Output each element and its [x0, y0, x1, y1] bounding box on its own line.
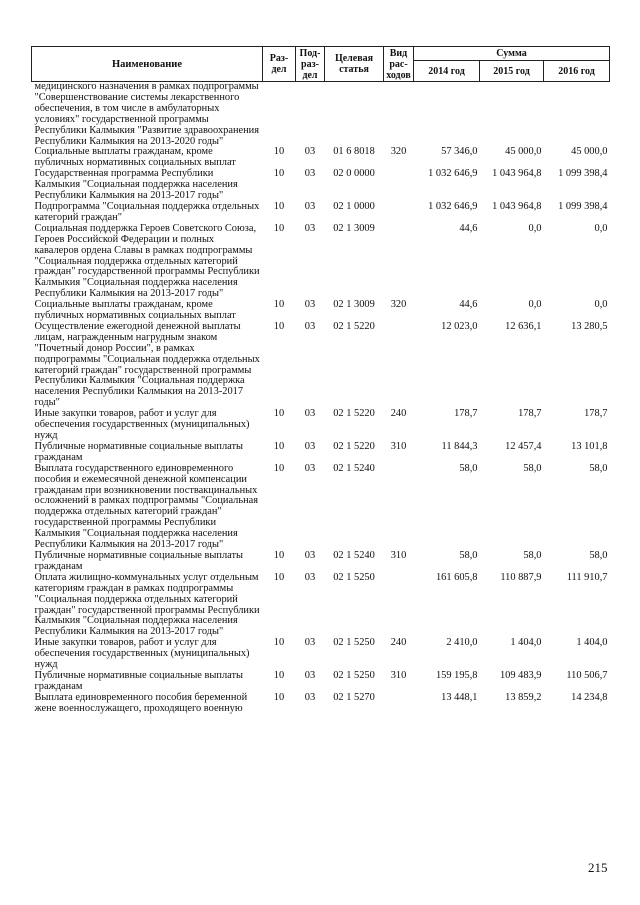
cell-tselevaya-statya: 02 1 3009: [333, 299, 375, 311]
cell-2016: 14 234,8: [571, 691, 608, 703]
cell-2015: 58,0: [523, 549, 542, 561]
cell-podrazdel: 03: [304, 637, 316, 649]
cell-podrazdel: 03: [304, 462, 316, 474]
cell-vid-rashodov: [384, 464, 414, 551]
cell-podrazdel: 03: [304, 320, 316, 332]
cell-vid-rashodov: 310: [390, 669, 407, 681]
cell-podrazdel: [296, 82, 325, 148]
cell-name: Публичные нормативные социальные выплаты гражданам: [34, 549, 244, 572]
cell-razdel: 10: [273, 146, 285, 158]
cell-2014: 159 195,8: [435, 669, 478, 681]
cell-vid-rashodov: [384, 82, 414, 148]
cell-2015: 110 887,9: [500, 571, 542, 583]
cell-podrazdel: 03: [304, 669, 316, 681]
cell-2014: 44,6: [459, 222, 478, 234]
cell-razdel: 10: [273, 200, 285, 212]
cell-vid-rashodov: [384, 573, 414, 638]
table-row: [32, 322, 610, 409]
cell-razdel: 10: [273, 637, 285, 649]
cell-tselevaya-statya: [325, 82, 384, 148]
cell-2016: 13 101,8: [571, 440, 608, 452]
cell-name: Государственная программа Республики Калмыкия "Социальная поддержка населения Республики Калмыкия на 2013-2017 годы": [34, 168, 238, 202]
cell-2014: 13 448,1: [441, 691, 478, 703]
cell-name: Осуществление ежегодной денежной выплаты лицам, награжденным нагрудным знаком "Почетный донор России", в рамках подпрограммы "Социальная поддержка отдельных категорий граждан" государственной программы Республики Калмыкия "Социальная поддержка населения Республики Калмыкия на 2013-2017 годы": [34, 320, 260, 409]
cell-2014: 58,0: [459, 462, 478, 474]
cell-2014: 1 032 646,9: [428, 200, 478, 212]
cell-razdel: 10: [273, 571, 285, 583]
table-row: [32, 442, 610, 464]
cell-vid-rashodov: [384, 224, 414, 300]
cell-2014: 58,0: [459, 549, 478, 561]
header-tselevaya-statya: Целевая статья: [325, 47, 384, 82]
cell-2015: 0,0: [528, 222, 542, 234]
header-summa: Сумма: [414, 47, 610, 61]
cell-podrazdel: 03: [304, 299, 316, 311]
cell-2016: 1 404,0: [576, 637, 608, 649]
cell-tselevaya-statya: 02 1 5270: [333, 691, 375, 703]
cell-name: Выплата единовременного пособия беременной жене военнослужащего, проходящего военную: [34, 691, 248, 714]
cell-vid-rashodov: 240: [390, 637, 407, 649]
table-row: [32, 169, 610, 202]
header-2015: 2015 год: [480, 61, 544, 82]
cell-tselevaya-statya: 02 1 5240: [333, 462, 375, 474]
cell-2014: 11 844,3: [441, 440, 478, 452]
header-2016: 2016 год: [544, 61, 610, 82]
cell-vid-rashodov: 310: [390, 440, 407, 452]
cell-2016: 13 280,5: [571, 320, 608, 332]
cell-razdel: 10: [273, 222, 285, 234]
cell-2014: 161 605,8: [435, 571, 478, 583]
cell-name: Публичные нормативные социальные выплаты гражданам: [34, 669, 244, 692]
cell-tselevaya-statya: 02 1 0000: [333, 200, 375, 212]
cell-2014: 2 410,0: [446, 637, 478, 649]
cell-2015: 58,0: [523, 462, 542, 474]
cell-razdel: 10: [273, 320, 285, 332]
cell-2016: 110 506,7: [566, 669, 608, 681]
cell-tselevaya-statya: 02 1 5250: [333, 669, 375, 681]
cell-2015: 1 043 964,8: [492, 168, 542, 180]
cell-2014: 57 346,0: [441, 146, 478, 158]
cell-name: Социальные выплаты гражданам, кроме публичных нормативных социальных выплат: [34, 299, 236, 322]
cell-podrazdel: 03: [304, 549, 316, 561]
cell-2016: 0,0: [594, 299, 608, 311]
table-row: [32, 224, 610, 300]
cell-name: Подпрограмма "Социальная поддержка отдельных категорий граждан": [34, 200, 260, 223]
table-row: [32, 464, 610, 551]
cell-2015: 1 404,0: [510, 637, 542, 649]
header-podrazdel: Под-раз-дел: [296, 47, 325, 82]
table-row: [32, 573, 610, 638]
cell-razdel: 10: [273, 408, 285, 420]
cell-2016: 0,0: [594, 222, 608, 234]
cell-razdel: 10: [273, 669, 285, 681]
cell-2016: 58,0: [589, 549, 608, 561]
cell-razdel: [263, 82, 296, 148]
table-header: [32, 47, 610, 82]
cell-vid-rashodov: [384, 169, 414, 202]
cell-2014: 178,7: [454, 408, 478, 420]
cell-2016: [544, 82, 610, 148]
cell-2014: 44,6: [459, 299, 478, 311]
cell-2015: 12 636,1: [505, 320, 542, 332]
cell-2014: [414, 82, 480, 148]
cell-razdel: 10: [273, 440, 285, 452]
cell-name: Иные закупки товаров, работ и услуг для обеспечения государственных (муниципальных) нужд: [34, 637, 250, 671]
cell-2014: 1 032 646,9: [428, 168, 478, 180]
budget-table: [31, 46, 610, 715]
cell-razdel: 10: [273, 462, 285, 474]
cell-vid-rashodov: 320: [390, 299, 407, 311]
cell-podrazdel: 03: [304, 571, 316, 583]
cell-2015: 1 043 964,8: [492, 200, 542, 212]
cell-name: Социальные выплаты гражданам, кроме публичных нормативных социальных выплат: [34, 146, 236, 169]
cell-vid-rashodov: 320: [390, 146, 407, 158]
cell-2016: 111 910,7: [566, 571, 608, 583]
cell-2016: 178,7: [584, 408, 608, 420]
cell-vid-rashodov: 310: [390, 549, 407, 561]
cell-razdel: 10: [273, 168, 285, 180]
cell-2015: 178,7: [518, 408, 542, 420]
cell-vid-rashodov: [384, 693, 414, 715]
table-row: [32, 551, 610, 573]
cell-name: медицинского назначения в рамках подпрограммы "Совершенствование системы лекарственного обеспечения, в том числе в амбулаторных условиях" государственной программы Республики Калмыкия "Развитие здравоохранения Республики Калмыкия на 2013-2020 годы": [34, 81, 260, 147]
cell-podrazdel: 03: [304, 222, 316, 234]
cell-2016: 58,0: [589, 462, 608, 474]
header-vid-rashodov: Вид рас-ходов: [384, 47, 414, 82]
cell-name: Выплата государственного единовременного пособия и ежемесячной денежной компенсации гражданам при возникновении поствакцинальных осложнений в рамках подпрограммы "Социальная поддержка отдельных категорий граждан" государственной программы Республики Калмыкия "Социальная поддержка населения Республики Калмыкия на 2013-2017 годы": [34, 462, 259, 551]
cell-tselevaya-statya: 02 1 3009: [333, 222, 375, 234]
cell-podrazdel: 03: [304, 691, 316, 703]
cell-razdel: 10: [273, 549, 285, 561]
cell-vid-rashodov: [384, 322, 414, 409]
table-body: [32, 82, 610, 715]
cell-name: Публичные нормативные социальные выплаты гражданам: [34, 440, 244, 463]
table-row: [32, 82, 610, 148]
table-row: [32, 693, 610, 715]
cell-podrazdel: 03: [304, 200, 316, 212]
page-number: 215: [588, 860, 608, 875]
cell-razdel: 10: [273, 299, 285, 311]
cell-tselevaya-statya: 02 1 5250: [333, 637, 375, 649]
table-row: [32, 202, 610, 224]
cell-2015: 13 859,2: [505, 691, 542, 703]
header-razdel: Раз-дел: [263, 47, 296, 82]
cell-vid-rashodov: [384, 202, 414, 224]
cell-2015: 109 483,9: [499, 669, 542, 681]
cell-tselevaya-statya: 02 1 5240: [333, 549, 375, 561]
cell-tselevaya-statya: 02 1 5250: [333, 571, 375, 583]
cell-tselevaya-statya: 01 6 8018: [333, 146, 375, 158]
header-name: Наименование: [32, 47, 263, 82]
cell-podrazdel: 03: [304, 408, 316, 420]
cell-2016: 1 099 398,4: [558, 200, 608, 212]
cell-name: Социальная поддержка Героев Советского Союза, Героев Российской Федерации и полных кавалеров ордена Славы в рамках подпрограммы "Социальная поддержка отдельных категорий граждан" государственной программы Республики Калмыкия "Социальная поддержка населения Республики Калмыкия на 2013-2017 годы": [34, 222, 260, 300]
cell-tselevaya-statya: 02 0 0000: [333, 168, 375, 180]
cell-vid-rashodov: 240: [390, 408, 407, 420]
cell-2015: [480, 82, 544, 148]
cell-2014: 12 023,0: [441, 320, 478, 332]
header-2014: 2014 год: [414, 61, 480, 82]
cell-tselevaya-statya: 02 1 5220: [333, 408, 375, 420]
cell-podrazdel: 03: [304, 146, 316, 158]
cell-2015: 12 457,4: [505, 440, 542, 452]
cell-tselevaya-statya: 02 1 5220: [333, 440, 375, 452]
cell-podrazdel: 03: [304, 168, 316, 180]
cell-razdel: 10: [273, 691, 285, 703]
cell-tselevaya-statya: 02 1 5220: [333, 320, 375, 332]
cell-2015: 45 000,0: [505, 146, 542, 158]
cell-2015: 0,0: [528, 299, 542, 311]
table-row: [32, 671, 610, 693]
cell-2016: 1 099 398,4: [558, 168, 608, 180]
cell-name: Иные закупки товаров, работ и услуг для обеспечения государственных (муниципальных) нужд: [34, 408, 250, 441]
table-row: [32, 300, 610, 322]
table-row: [32, 409, 610, 442]
table-row: [32, 147, 610, 169]
table-row: [32, 638, 610, 671]
cell-2016: 45 000,0: [571, 146, 608, 158]
cell-name: Оплата жилищно-коммунальных услуг отдельным категориям граждан в рамках подпрограммы "Социальная поддержка отдельных категорий граждан" государственной программы Республики Калмыкия "Социальная поддержка населения Республики Калмыкия на 2013-2017 годы": [34, 571, 260, 638]
cell-podrazdel: 03: [304, 440, 316, 452]
